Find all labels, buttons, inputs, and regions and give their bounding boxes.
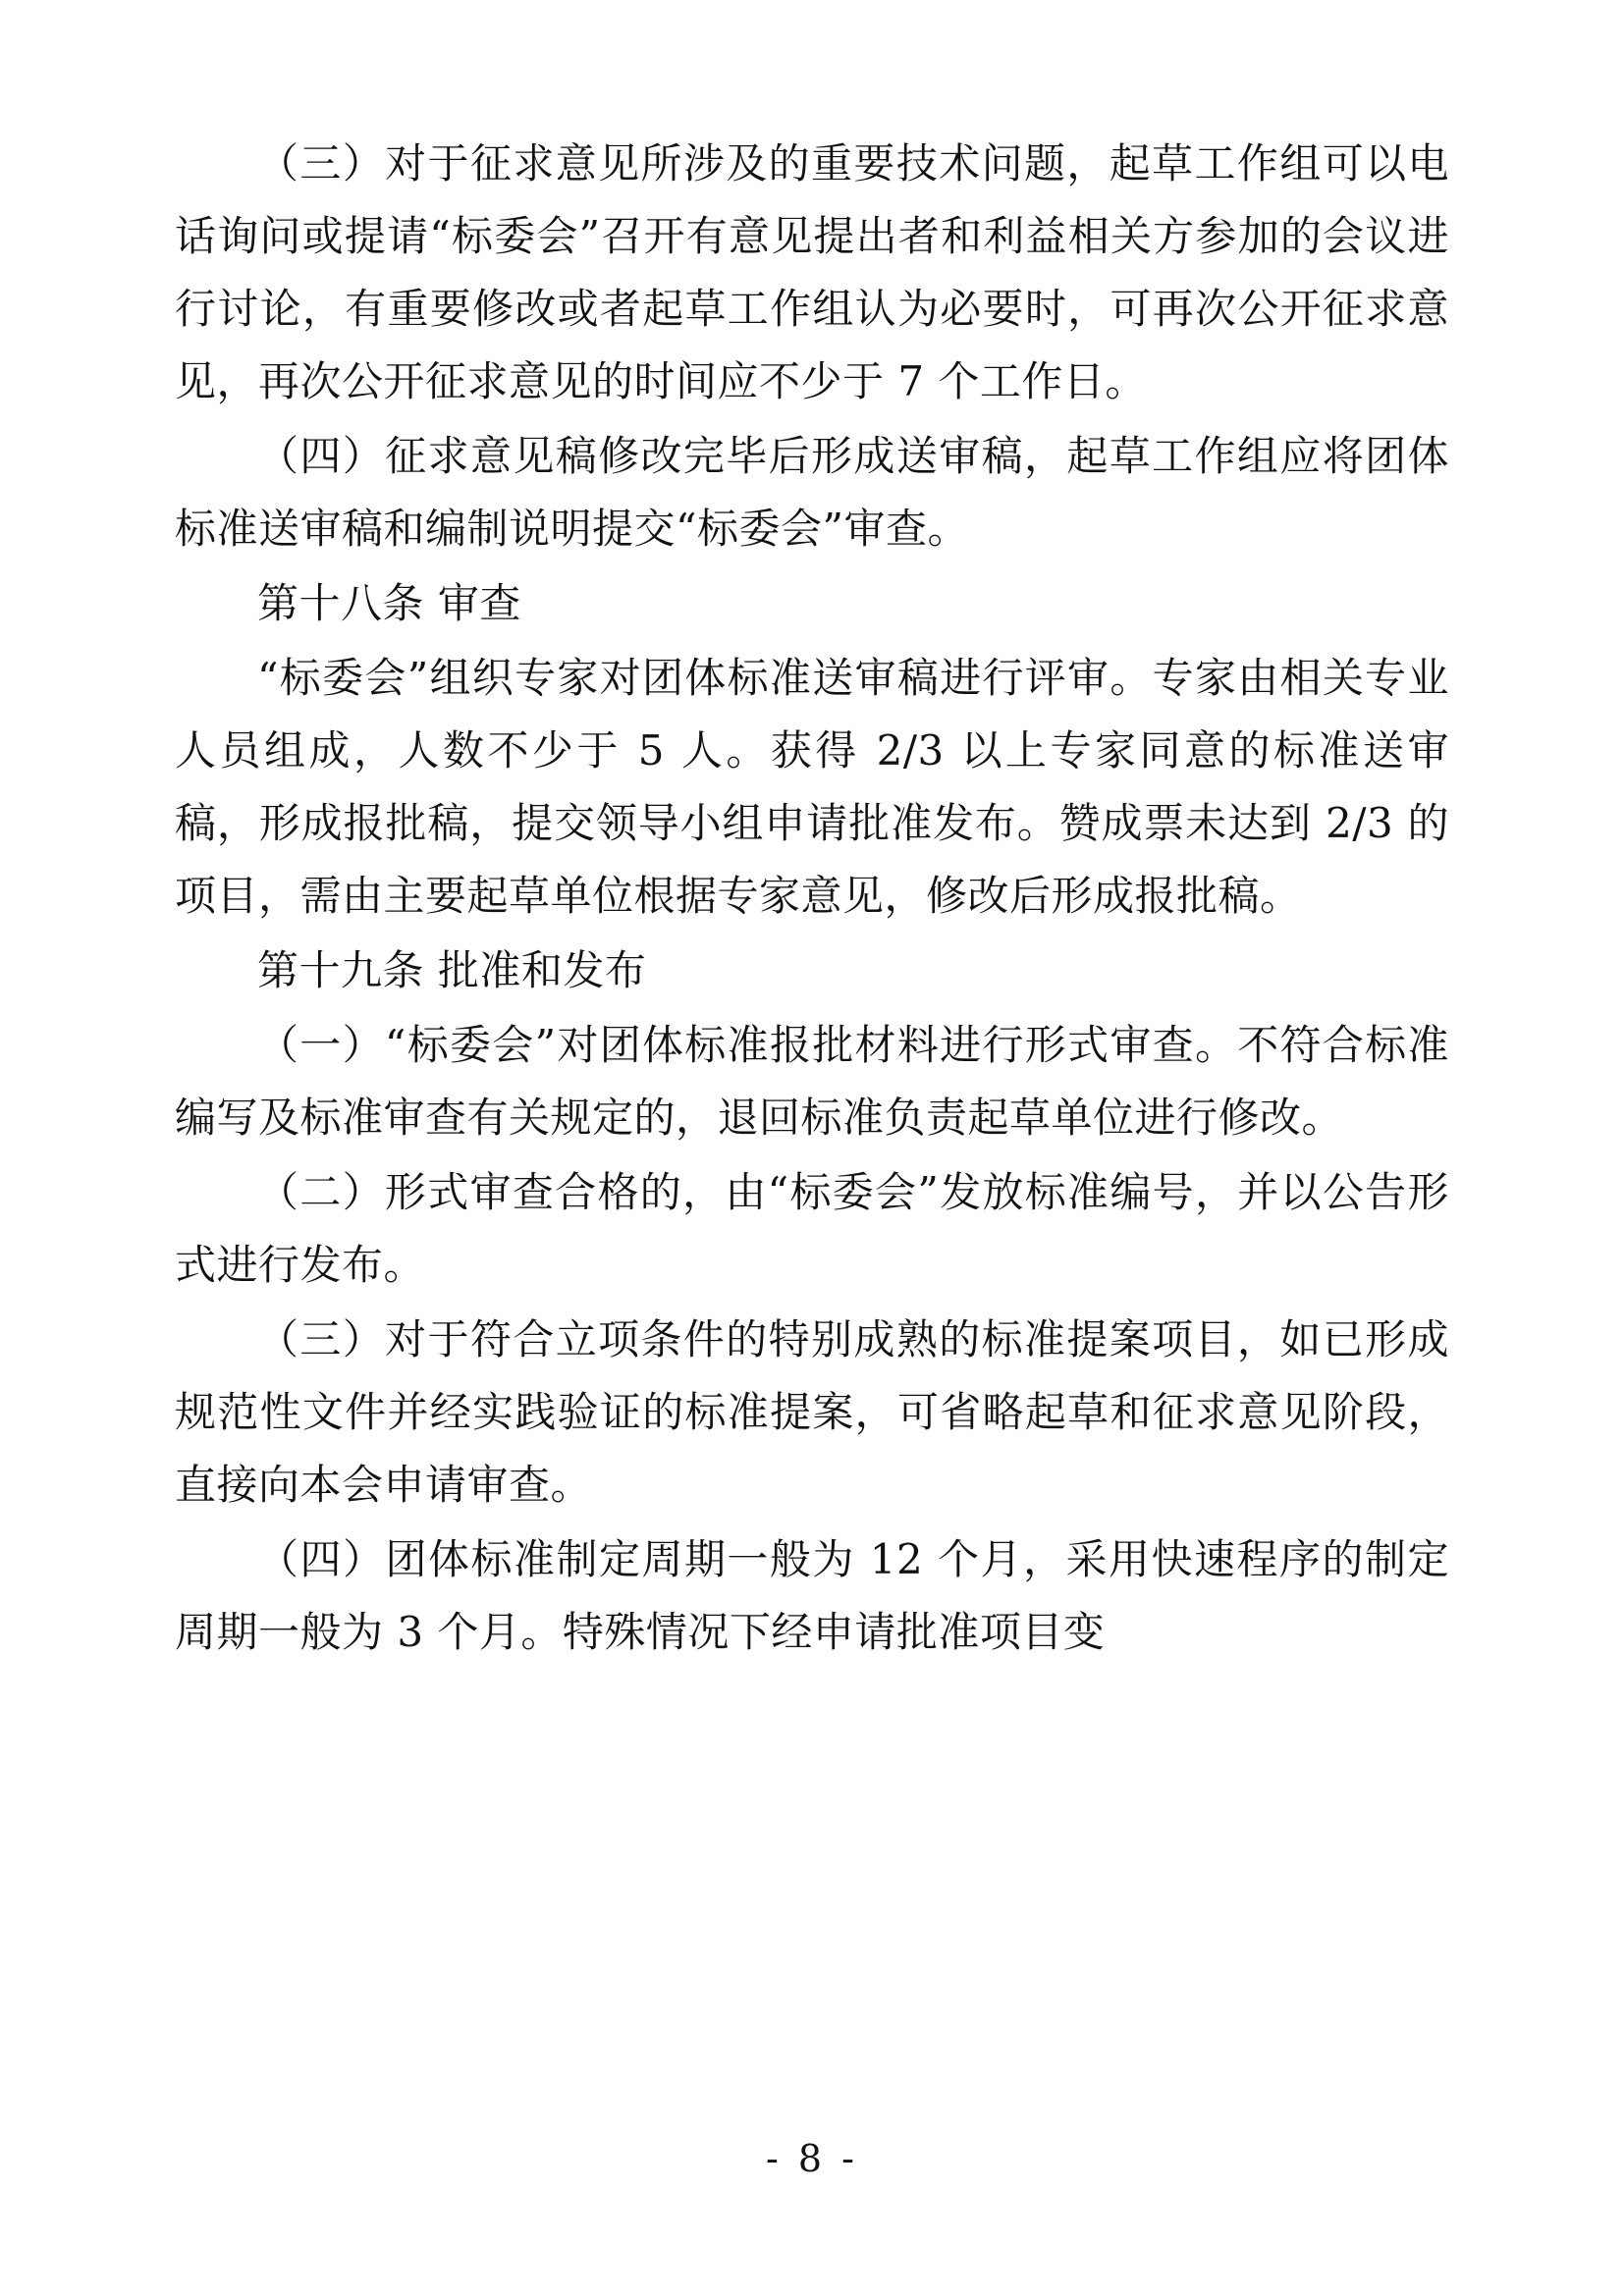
paragraph-article18-body: “标委会”组织专家对团体标准送审稿进行评审。专家由相关专业人员组成，人数不少于 5 人。获得 2/3 以上专家同意的标准送审稿，形成报批稿，提交领导小组申请批准发布。赞成票未达到 2/3 的项目，需由主要起草单位根据专家意见，修改后形成报批稿。 [175, 654, 1449, 920]
page-number: - 8 - [765, 2137, 858, 2180]
paragraph-article19-item2: （二）形式审查合格的，由“标委会”发放标准编号，并以公告形式进行发布。 [175, 1168, 1449, 1289]
paragraph-article19-item3: （三）对于符合立项条件的特别成熟的标准提案项目，如已形成规范性文件并经实践验证的标准提案，可省略起草和征求意见阶段，直接向本会申请审查。 [175, 1315, 1449, 1509]
heading-article-19: 第十九条 批准和发布 [257, 946, 647, 994]
document-body [175, 128, 1449, 1669]
paragraph-article19-item4: （四）团体标准制定周期一般为 12 个月，采用快速程序的制定周期一般为 3 个月。特殊情况下经申请批准项目变 [175, 1535, 1449, 1656]
paragraph-article19-item1: （一）“标委会”对团体标准报批材料进行形式审查。不符合标准编写及标准审查有关规定的，退回标准负责起草单位进行修改。 [175, 1021, 1449, 1142]
paragraph-article17-item3: （三）对于征求意见所涉及的重要技术问题，起草工作组可以电话询问或提请“标委会”召开有意见提出者和利益相关方参加的会议进行讨论，有重要修改或者起草工作组认为必要时，可再次公开征求意见，再次公开征求意见的时间应不少于 7 个工作日。 [175, 139, 1449, 405]
paragraph-article17-item4: （四）征求意见稿修改完毕后形成送审稿，起草工作组应将团体标准送审稿和编制说明提交“标委会”审查。 [175, 432, 1449, 553]
heading-article-18: 第十八条 审查 [257, 579, 521, 627]
